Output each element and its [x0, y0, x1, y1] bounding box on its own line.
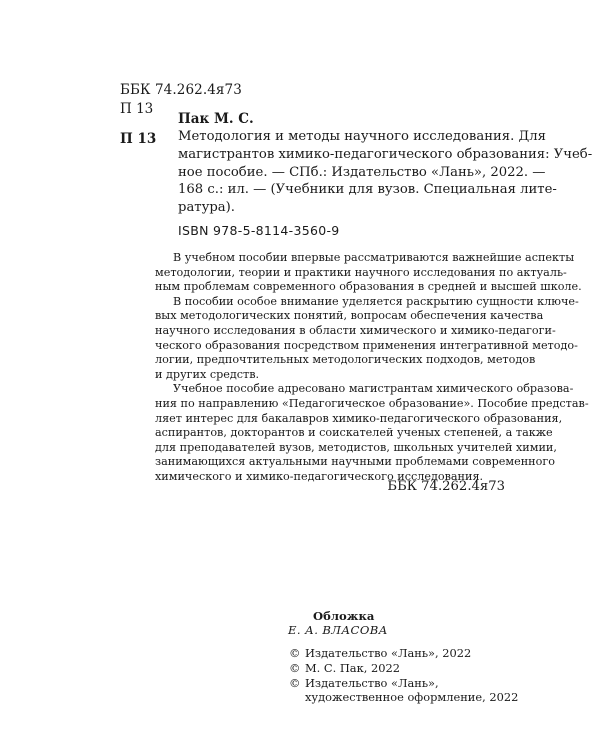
copyright-line — [289, 646, 518, 661]
cover-designer-name: Е. А. ВЛАСОВА — [288, 623, 388, 637]
entry-line: ратура). — [178, 200, 235, 216]
abstract-line: для преподавателей вузов, методистов, школьных учителей химии, — [155, 440, 557, 454]
abstract-line: занимающихся актуальными научными проблемами современного — [155, 455, 555, 469]
copyright-block — [289, 646, 518, 705]
abstract-line: вых методологических понятий, вопросам обеспечения качества — [155, 309, 544, 323]
copyright-continuation: художественное оформление, 2022 — [305, 690, 519, 705]
abstract-line: В учебном пособии впервые рассматриваются важнейшие аспекты — [173, 251, 575, 264]
abstract-line: ческого образования посредством применения интегративной методо- — [155, 338, 578, 352]
author-code-top: П 13 — [120, 101, 154, 117]
author-name: Пак М. С. — [178, 111, 254, 127]
abstract — [155, 251, 589, 485]
abstract-line: аспирантов, докторантов и соискателей ученых степеней, а также — [155, 426, 553, 440]
entry-line: магистрантов химико-педагогического образования: Учеб- — [178, 146, 593, 162]
abstract-line: логии, предпочтительных методологических подходов, методов — [155, 353, 536, 367]
author-code-left: П 13 — [120, 131, 157, 147]
entry-line: 168 с.: ил. — (Учебники для вузов. Специальная лите- — [178, 182, 557, 198]
abstract-line: ным проблемам современного образования в средней и высшей школе. — [155, 280, 582, 294]
abstract-line: научного исследования в области химического и химико-педагоги- — [155, 323, 556, 337]
copyright-symbol: © — [289, 675, 301, 690]
entry-line: ное пособие. — СПб.: Издательство «Лань», 2022. — — [178, 164, 546, 180]
copyright-line — [289, 661, 518, 676]
bbk-classification-top: ББК 74.262.4я73 — [120, 82, 242, 98]
cover-credit-label: Обложка — [313, 609, 375, 623]
copyright-line — [289, 676, 518, 691]
isbn: ISBN 978-5-8114-3560-9 — [178, 223, 340, 238]
entry-line: Методология и методы научного исследования. Для — [178, 129, 546, 144]
abstract-line: ляет интерес для бакалавров химико-педагогического образования, — [155, 411, 563, 425]
abstract-line: В пособии особое внимание уделяется раскрытию сущности ключе- — [173, 294, 579, 308]
abstract-line: методологии, теории и практики научного исследования по актуаль- — [155, 265, 567, 279]
abstract-line: Учебное пособие адресовано магистрантам химического образова- — [173, 382, 574, 396]
copyright-text: М. С. Пак, 2022 — [305, 660, 400, 675]
copyright-text: Издательство «Лань», — [305, 675, 439, 690]
abstract-line: ния по направлению «Педагогическое образование». Пособие представ- — [155, 396, 589, 410]
copyright-symbol: © — [289, 660, 301, 675]
copyright-text: Издательство «Лань», 2022 — [305, 646, 472, 660]
abstract-line: и других средств. — [155, 367, 260, 381]
copyright-symbol: © — [289, 646, 301, 660]
bbk-classification-bottom: ББК 74.262.4я73 — [387, 479, 505, 494]
bibliographic-entry — [178, 128, 593, 217]
abstract-line: химического и химико-педагогического исследования. — [155, 469, 484, 483]
